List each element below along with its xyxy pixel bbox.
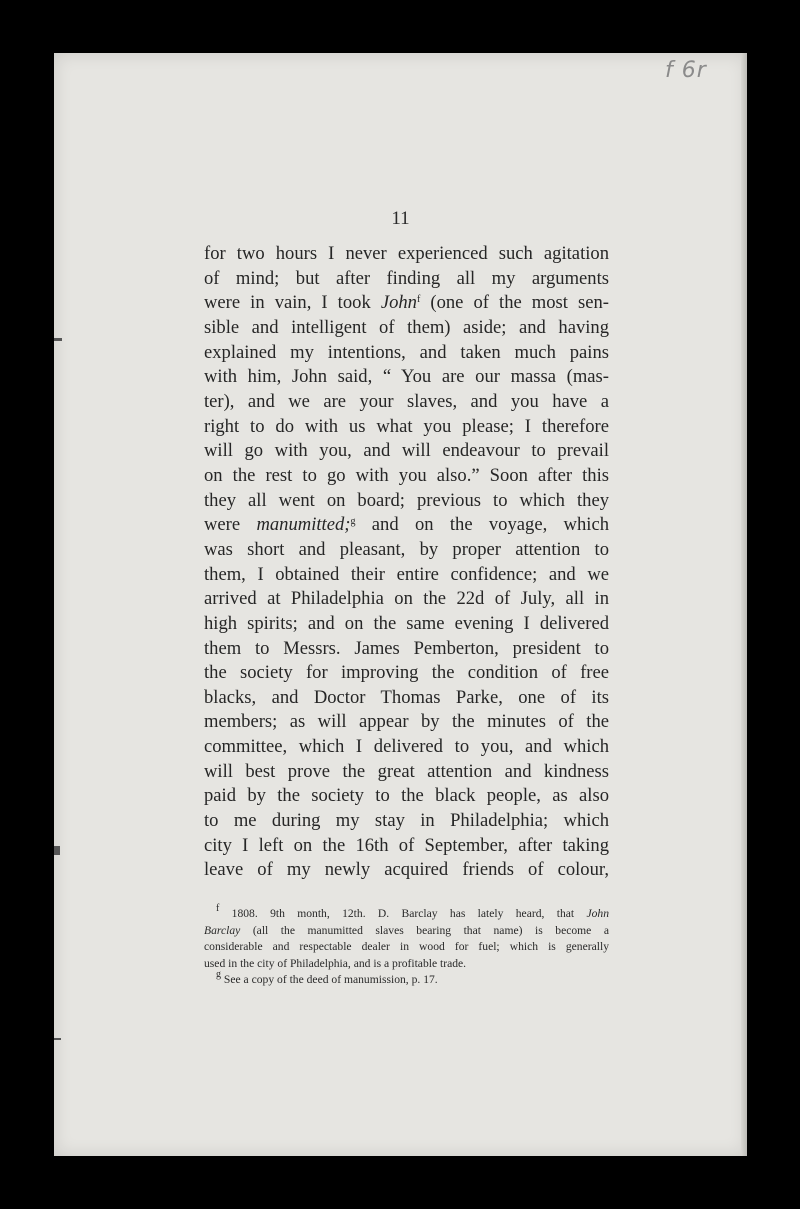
text-line: with him, John said, “ You are our massa (mas- — [204, 366, 609, 388]
text-line: of mind; but after finding all my arguments — [204, 267, 609, 289]
text-line: the society for improving the condition of free — [204, 662, 609, 684]
folio-annotation: f 6r — [665, 58, 707, 83]
text-line: members; as will appear by the minutes of the — [204, 711, 609, 733]
text-line: they all went on board; previous to which they — [204, 489, 609, 511]
footnote-line: Barclay (all the manumitted slaves bearing that name) is become a — [204, 923, 609, 937]
footnote-line: considerable and respectable dealer in wood for fuel; which is generally — [204, 940, 609, 954]
text-line: them, I obtained their entire confidence; and we — [204, 563, 609, 585]
text-line: blacks, and Doctor Thomas Parke, one of its — [204, 686, 609, 708]
text-line: city I left on the 16th of September, after taking — [204, 834, 609, 856]
book-page — [54, 53, 747, 1156]
text-line: committee, which I delivered to you, and which — [204, 736, 609, 758]
text-line: were in vain, I took John$^f$ (one of the most sen- — [204, 292, 609, 314]
text-line: were manumitted;$^g$ and on the voyage, which — [204, 514, 609, 536]
text-line: on the rest to go with you also.” Soon after this — [204, 464, 609, 486]
text-line: explained my intentions, and taken much pains — [204, 341, 609, 363]
text-line: them to Messrs. James Pemberton, president to — [204, 637, 609, 659]
margin-mark — [54, 338, 62, 341]
margin-mark — [54, 1038, 61, 1040]
text-line: ter), and we are your slaves, and you have a — [204, 390, 609, 412]
text-line: for two hours I never experienced such agitation — [204, 243, 609, 264]
text-line: sible and intelligent of them) aside; and having — [204, 316, 609, 338]
text-line: was short and pleasant, by proper attention to — [204, 538, 609, 560]
footnotes — [204, 903, 609, 989]
text-line: high spirits; and on the same evening I delivered — [204, 612, 609, 634]
text-line: will go with you, and will endeavour to prevail — [204, 440, 609, 462]
footnote-line: used in the city of Philadelphia, and is a profitable trade. — [204, 956, 467, 970]
footnote-line: $^f$ 1808. 9th month, 12th. D. Barclay has lately heard, that John — [216, 903, 609, 920]
body-text — [204, 242, 609, 883]
footnote-line: $^g$ See a copy of the deed of manumission, p. 17. — [216, 969, 438, 987]
text-line: will best prove the great attention and kindness — [204, 760, 609, 782]
text-line: to me during my stay in Philadelphia; which — [204, 810, 609, 832]
text-line: right to do with us what you please; I therefore — [204, 415, 609, 437]
text-line: leave of my newly acquired friends of colour, — [204, 859, 609, 881]
page-number: 11 — [391, 208, 410, 229]
text-line: paid by the society to the black people, as also — [204, 785, 609, 807]
margin-mark — [54, 846, 60, 855]
text-line: arrived at Philadelphia on the 22d of July, all in — [204, 588, 609, 610]
